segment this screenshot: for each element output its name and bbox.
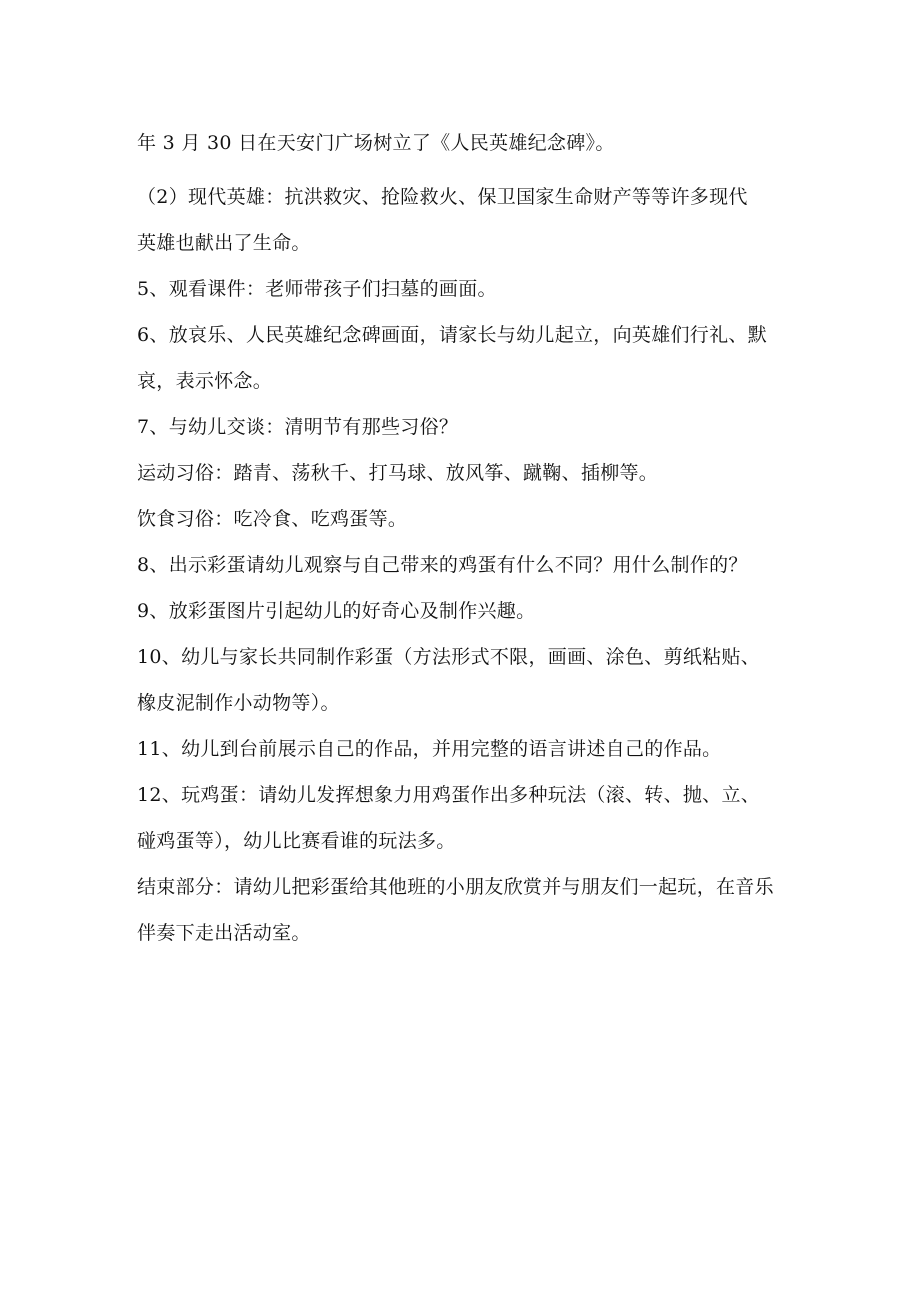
text-line: 8、出示彩蛋请幼儿观察与自己带来的鸡蛋有什么不同？用什么制作的？: [137, 554, 748, 576]
text-line: 哀，表示怀念。: [137, 370, 273, 392]
document-body: [137, 124, 797, 952]
text-line: 11、幼儿到台前展示自己的作品，并用完整的语言讲述自己的作品。: [137, 738, 722, 760]
text-line: 碰鸡蛋等），幼儿比赛看谁的玩法多。: [137, 830, 456, 852]
text-line: 运动习俗：踏青、荡秋千、打马球、放风筝、蹴鞠、插柳等。: [137, 462, 659, 484]
text-line: （2）现代英雄：抗洪救灾、抢险救火、保卫国家生命财产等等许多现代: [137, 186, 748, 208]
text-line: 伴奏下走出活动室。: [137, 922, 311, 944]
text-line: 橡皮泥制作小动物等）。: [137, 692, 340, 714]
text-line: 年 3 月 30 日在天安门广场树立了《人民英雄纪念碑》。: [137, 132, 615, 154]
text-line: 10、幼儿与家长共同制作彩蛋（方法形式不限，画画、涂色、剪纸粘贴、: [137, 646, 761, 668]
text-line: 7、与幼儿交谈：清明节有那些习俗？: [137, 416, 459, 438]
text-line: 5、观看课件：老师带孩子们扫墓的画面。: [137, 278, 497, 300]
text-line: 英雄也献出了生命。: [137, 232, 311, 254]
text-line: 饮食习俗：吃冷食、吃鸡蛋等。: [137, 508, 408, 530]
text-line: 6、放哀乐、人民英雄纪念碑画面，请家长与幼儿起立，向英雄们行礼、默: [137, 324, 767, 346]
text-line: 12、玩鸡蛋：请幼儿发挥想象力用鸡蛋作出多种玩法（滚、转、抛、立、: [137, 784, 761, 806]
text-line: 9、放彩蛋图片引起幼儿的好奇心及制作兴趣。: [137, 600, 536, 622]
text-line: 结束部分：请幼儿把彩蛋给其他班的小朋友欣赏并与朋友们一起玩，在音乐: [137, 876, 774, 898]
